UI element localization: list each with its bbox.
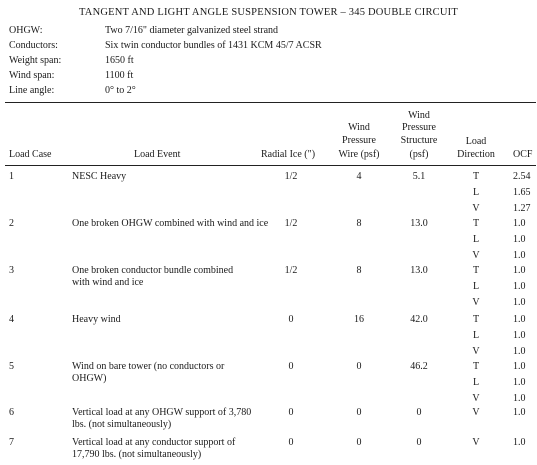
- cell-ocf: 1.0: [513, 346, 526, 357]
- cell-load-event: Heavy wind: [72, 314, 121, 325]
- cell-wind-structure: 13.0: [410, 265, 428, 276]
- cell-load-direction: V: [472, 297, 480, 308]
- cell-load-case: 5: [9, 361, 14, 372]
- spec-label: OHGW:: [9, 25, 43, 36]
- header-wind-wire-3: Wire (psf): [338, 149, 380, 160]
- cell-load-direction: V: [472, 250, 480, 261]
- cell-ocf: 1.27: [513, 203, 531, 214]
- spec-value: 1650 ft: [105, 55, 134, 66]
- cell-load-direction: L: [472, 281, 480, 292]
- header-ocf: OCF: [513, 149, 533, 160]
- cell-load-direction: V: [472, 437, 480, 448]
- spec-label: Conductors:: [9, 40, 58, 51]
- header-wind-structure-3: Structure: [400, 135, 438, 146]
- header-top-rule: [5, 102, 536, 103]
- cell-load-event: NESC Heavy: [72, 171, 127, 182]
- table-title: TANGENT AND LIGHT ANGLE SUSPENSION TOWER – 345 DOUBLE CIRCUIT: [79, 7, 458, 18]
- cell-ocf: 1.0: [513, 234, 526, 245]
- spec-label: Weight span:: [9, 55, 62, 66]
- cell-ocf: 2.54: [513, 171, 531, 182]
- cell-wind-structure: 5.1: [412, 171, 426, 182]
- cell-ocf: 1.0: [513, 250, 526, 261]
- cell-load-case: 3: [9, 265, 14, 276]
- header-wind-structure-2: Pressure: [402, 122, 436, 133]
- cell-wind-wire: 0: [356, 361, 362, 372]
- spec-value: 0° to 2°: [105, 85, 136, 96]
- cell-ocf: 1.0: [513, 281, 526, 292]
- cell-ocf: 1.0: [513, 297, 526, 308]
- cell-load-event: Wind on bare tower (no conductors or OHGW): [72, 361, 225, 384]
- cell-wind-structure: 0: [416, 407, 422, 418]
- cell-wind-wire: 0: [356, 407, 362, 418]
- header-load-direction-1: Load: [465, 136, 487, 147]
- cell-wind-wire: 8: [356, 218, 362, 229]
- spec-label: Line angle:: [9, 85, 55, 96]
- cell-load-direction: T: [472, 361, 480, 372]
- spec-label: Wind span:: [9, 70, 55, 81]
- cell-load-direction: T: [472, 218, 480, 229]
- cell-load-direction: V: [472, 346, 480, 357]
- cell-load-event: One broken OHGW combined with wind and ice: [72, 218, 269, 229]
- cell-load-direction: T: [472, 314, 480, 325]
- cell-load-case: 6: [9, 407, 14, 418]
- cell-radial-ice: 0: [288, 361, 294, 372]
- cell-load-case: 4: [9, 314, 14, 325]
- cell-wind-wire: 4: [356, 171, 362, 182]
- cell-load-event: Vertical load at any OHGW support of 3,780 lbs. (not simultaneously): [72, 407, 252, 430]
- cell-load-event: Vertical load at any conductor support of 17,790 lbs. (not simultaneously): [72, 437, 236, 460]
- cell-load-direction: T: [472, 265, 480, 276]
- cell-radial-ice: 0: [288, 314, 294, 325]
- cell-ocf: 1.65: [513, 187, 531, 198]
- cell-ocf: 1.0: [513, 407, 526, 418]
- cell-radial-ice: 1/2: [284, 218, 298, 229]
- cell-radial-ice: 1/2: [284, 265, 298, 276]
- cell-load-direction: V: [472, 203, 480, 214]
- header-load-direction-2: Direction: [457, 149, 495, 160]
- spec-value: Six twin conductor bundles of 1431 KCM 45/7 ACSR: [105, 40, 322, 51]
- cell-radial-ice: 1/2: [284, 171, 298, 182]
- cell-load-direction: L: [472, 234, 480, 245]
- spec-value: Two 7/16" diameter galvanized steel strand: [105, 25, 279, 36]
- cell-ocf: 1.0: [513, 314, 526, 325]
- cell-wind-wire: 8: [356, 265, 362, 276]
- cell-load-direction: L: [472, 330, 480, 341]
- cell-load-case: 7: [9, 437, 14, 448]
- cell-ocf: 1.0: [513, 361, 526, 372]
- header-load-case: Load Case: [9, 149, 52, 160]
- header-load-event: Load Event: [134, 149, 181, 160]
- cell-wind-structure: 0: [416, 437, 422, 448]
- cell-ocf: 1.0: [513, 218, 526, 229]
- header-bottom-rule: [5, 165, 536, 166]
- cell-wind-structure: 46.2: [410, 361, 428, 372]
- cell-load-direction: L: [472, 377, 480, 388]
- header-wind-wire-1: Wind: [348, 122, 370, 133]
- header-wind-wire-2: Pressure: [342, 135, 376, 146]
- cell-load-direction: V: [472, 407, 480, 418]
- cell-wind-structure: 42.0: [410, 314, 428, 325]
- cell-radial-ice: 0: [288, 437, 294, 448]
- cell-ocf: 1.0: [513, 330, 526, 341]
- cell-ocf: 1.0: [513, 437, 526, 448]
- cell-ocf: 1.0: [513, 265, 526, 276]
- header-wind-structure-4: (psf): [409, 149, 429, 160]
- spec-value: 1100 ft: [105, 70, 134, 81]
- cell-ocf: 1.0: [513, 393, 526, 404]
- cell-radial-ice: 0: [288, 407, 294, 418]
- cell-load-case: 1: [9, 171, 14, 182]
- cell-load-direction: T: [472, 171, 480, 182]
- cell-wind-wire: 16: [354, 314, 364, 325]
- cell-load-event: One broken conductor bundle combined with wind and ice: [72, 265, 234, 288]
- cell-wind-structure: 13.0: [410, 218, 428, 229]
- cell-ocf: 1.0: [513, 377, 526, 388]
- header-wind-structure-1: Wind: [408, 110, 430, 121]
- cell-load-direction: V: [472, 393, 480, 404]
- cell-wind-wire: 0: [356, 437, 362, 448]
- cell-load-direction: L: [472, 187, 480, 198]
- cell-load-case: 2: [9, 218, 14, 229]
- header-radial-ice: Radial Ice ("): [261, 149, 316, 160]
